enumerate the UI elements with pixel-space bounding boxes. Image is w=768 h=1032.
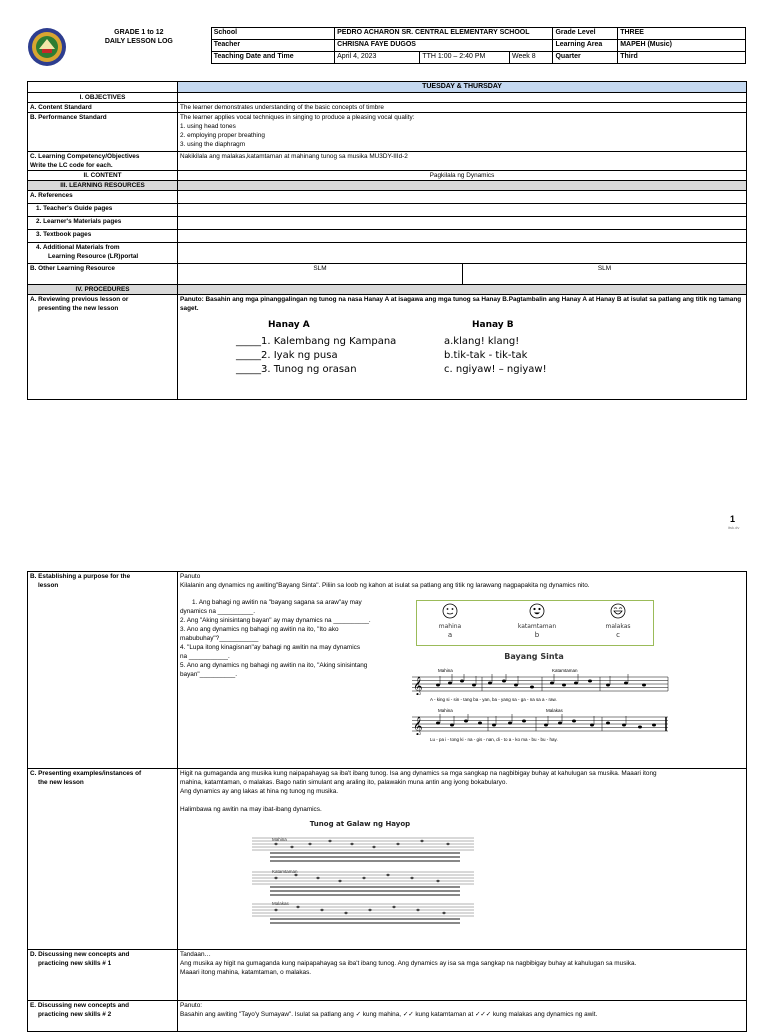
dynamic-mark: Katamtaman — [272, 869, 298, 874]
time-value: TTH 1:00 – 2:40 PM — [420, 52, 510, 64]
face-label: katamtaman — [517, 623, 557, 630]
proc-b-instruction: Kilalanin ang dynamics ng awiting"Bayang Sinta". Piliin sa loob ng kahon at isulat sa patlang ang titik ng larawang nagpapakita ng dynamics nito. — [180, 582, 590, 589]
page-number: 1 — [730, 514, 736, 524]
title-line1: GRADE 1 to 12 — [114, 28, 164, 36]
staff-lyrics: Lu - pa i - tong ki - na - gis - nan, di - to a - ko ma - bu - bu - hay. — [430, 737, 558, 742]
performance-standard-label: B. Performance Standard — [28, 113, 178, 152]
smiley-soft-icon — [442, 603, 458, 619]
quarter-label: Quarter — [553, 52, 618, 64]
hanay-b-list — [444, 335, 547, 377]
competency-label: C. Learning Competency/Objectives — [30, 153, 140, 160]
ref-learners-materials: 2. Learner's Materials pages — [28, 217, 178, 230]
proc-b-label: B. Establishing a purpose for the — [30, 573, 131, 580]
proc-b-instruction-title: Panuto — [180, 573, 201, 580]
question-item: 2. Ang "Aking sinisintang bayan" ay may dynamics na __________. — [180, 617, 371, 624]
dynamic-mark: Mahina — [272, 837, 287, 842]
dynamic-mark: Malakas — [546, 708, 563, 713]
example-sheet-music-icon — [252, 832, 476, 928]
lesson-plan-table — [27, 81, 747, 400]
content-value: Pagkilala ng Dynamics — [178, 171, 747, 181]
proc-e-label-line2: practicing new skills # 2 — [38, 1011, 112, 1018]
content-heading: II. CONTENT — [28, 171, 178, 181]
header-table — [23, 27, 746, 64]
music-staff — [412, 664, 670, 704]
proc-d-text: Ang musika ay higit na gumaganda kung naipapahayag sa iba't ibang tunog. Ang dynamics ay isa sa mga sangkap na nagbibigay buhay at kahulugan sa musika. — [180, 960, 637, 967]
proc-a-instruction: Panuto: Basahin ang mga pinanggalingan ng tunog na nasa Hanay A at isagawa ang mga tunog sa Hanay B.Pagtambalin ang Hanay A at Hanay B at isulat sa patlang ang titik ng tamang saget. — [180, 296, 742, 312]
objectives-heading: I. OBJECTIVES — [28, 93, 178, 103]
proc-a-label-line2: presenting the new lesson — [38, 305, 119, 312]
staff-notes-icon — [412, 713, 670, 735]
ref-teachers-guide: 1. Teacher's Guide pages — [28, 204, 178, 217]
content-standard-value: The learner demonstrates understanding of the basic concepts of timbre — [178, 103, 747, 113]
other-resource-label: B. Other Learning Resource — [28, 264, 178, 285]
question-item: bayan"__________. — [180, 671, 237, 678]
school-label: School — [211, 28, 334, 40]
proc-c-paragraph: mahina, katamtaman, o malakas. Bago natin simulant ang araling ito, palawakin muna antin ang iyong bokabularyo. — [180, 779, 508, 786]
teacher-label: Teacher — [211, 40, 334, 52]
proc-d-label: D. Discussing new concepts and — [30, 951, 130, 958]
hanay-b-item: b.tik-tak - tik-tak — [444, 350, 528, 361]
week-value: Week 8 — [510, 52, 553, 64]
face-option — [507, 603, 567, 640]
question-list — [180, 598, 412, 679]
proc-c-example: Halimbawa ng awitin na may ibat-ibang dynamics. — [180, 806, 322, 813]
dynamic-mark: Mahina — [438, 708, 453, 713]
hanay-b-title: Hanay B — [472, 320, 514, 330]
performance-line: The learner applies vocal techniques in singing to produce a pleasing vocal quality: — [180, 114, 415, 121]
quarter-value: Third — [618, 52, 746, 64]
proc-c-paragraph: Ang dynamics ay ang lakas at hina ng tunog ng musika. — [180, 788, 339, 795]
dynamic-mark: Mahina — [438, 668, 453, 673]
other-resource-value-2: SLM — [463, 264, 747, 285]
procedures-table — [27, 571, 747, 1032]
question-item: 4. "Lupa itong kinagisnan"ay bahagi ng awitin na may dynamics — [180, 644, 361, 651]
hanay-b-item: a.klang! klang! — [444, 336, 520, 347]
proc-b-body — [180, 590, 744, 768]
hanay-b-item: c. ngiyaw! – ngiyaw! — [444, 364, 547, 375]
competency-value: Nakikilala ang malakas,katamtaman at mahinang tunog sa musika MU3DY-IIId-2 — [178, 152, 747, 171]
hanay-a-title: Hanay A — [268, 320, 310, 330]
title-line2: DAILY LESSON LOG — [104, 37, 173, 45]
question-item: mabubuhay"?___________ — [180, 635, 259, 642]
question-item: na ___________. — [180, 653, 230, 660]
proc-e-label: E. Discussing new concepts and — [30, 1002, 130, 1009]
day-header: TUESDAY & THURSDAY — [178, 82, 747, 93]
face-label: mahina — [438, 623, 462, 630]
performance-line: 3. using the diaphragm — [180, 141, 246, 148]
smiley-loud-icon — [610, 603, 626, 619]
proc-b-label-line2: lesson — [38, 582, 59, 589]
date-value: April 4, 2023 — [335, 52, 420, 64]
dynamics-faces-box — [416, 600, 654, 646]
staff-notes-icon — [412, 673, 670, 695]
grade-level-value: THREE — [618, 28, 746, 40]
content-standard-label: A. Content Standard — [28, 103, 178, 113]
school-value: PEDRO ACHARON SR. CENTRAL ELEMENTARY SCHOOL — [335, 28, 553, 40]
procedures-heading: IV. PROCEDURES — [28, 285, 178, 295]
page-mark: itsk.dv — [728, 525, 740, 530]
performance-line: 2. employing proper breathing — [180, 132, 265, 139]
proc-e-text: Basahin ang awiting "Tayo'y Sumayaw". Isulat sa patlang ang ✓ kung mahina, ✓✓ kung katamtaman at ✓✓✓ kung malakas ang dynamics ng awit. — [180, 1011, 598, 1018]
face-letter: c — [616, 631, 620, 639]
svg-text:𝄞: 𝄞 — [413, 676, 423, 695]
matching-activity — [180, 313, 744, 393]
hanay-a-list — [236, 335, 396, 377]
staff-lyrics: A - king si - sin - tang ba - yan, ba - yang sa - ga - na sa a - raw. — [430, 697, 557, 702]
performance-line: 1. using head tones — [180, 123, 236, 130]
dynamic-mark: Malakas — [272, 901, 289, 906]
proc-a-label: A. Reviewing previous lesson or — [30, 296, 129, 303]
teacher-value: CHRISNA FAYE DUGOS — [335, 40, 553, 52]
learning-area-value: MAPEH (Music) — [618, 40, 746, 52]
proc-e-heading: Panuto: — [180, 1002, 203, 1009]
grade-level-label: Grade Level — [553, 28, 618, 40]
other-resource-value-1: SLM — [178, 264, 463, 285]
face-option — [425, 603, 475, 640]
question-item: dynamics na __________. — [180, 608, 255, 615]
hanay-a-item: _____2. Iyak ng pusa — [236, 350, 338, 361]
face-letter: a — [447, 631, 453, 639]
proc-c-label-line2: the new lesson — [38, 779, 84, 786]
proc-c-label: C. Presenting examples/instances of — [30, 770, 142, 777]
proc-d-label-line2: practicing new skills # 1 — [38, 960, 112, 967]
face-letter: b — [534, 631, 540, 639]
ref-additional-line2: Learning Resource (LR)portal — [48, 253, 139, 260]
hanay-a-item: _____1. Kalembang ng Kampana — [236, 336, 397, 347]
question-item: 3. Ano ang dynamics ng bahagi ng awitin na ito, "Ito ako — [180, 626, 339, 633]
song-title: Bayang Sinta — [504, 652, 564, 661]
learning-area-label: Learning Area — [553, 40, 618, 52]
svg-text:𝄞: 𝄞 — [413, 716, 423, 735]
competency-sublabel: Write the LC code for each. — [30, 162, 113, 169]
example-song — [180, 814, 744, 944]
date-label: Teaching Date and Time — [211, 52, 334, 64]
music-staff — [412, 704, 670, 744]
ref-textbook: 3. Textbook pages — [28, 230, 178, 243]
references-label: A. References — [28, 191, 178, 204]
dynamic-mark: Katamtaman — [552, 668, 578, 673]
question-item: 1. Ang bahagi ng awitin na "bayang sagana sa araw"ay may — [192, 599, 362, 606]
face-option — [593, 603, 643, 640]
learning-resources-heading: III. LEARNING RESOURCES — [28, 181, 178, 191]
example-song-title: Tunog at Galaw ng Hayop — [309, 820, 411, 828]
proc-c-paragraph: Higit na gumaganda ang musika kung naipapahayag sa iba't ibang tunog. Isa ang dynamics sa mga sangkap na nagbibigay buhay at kahulugan sa musika. Maaari itong — [180, 770, 657, 777]
question-item: 5. Ano ang dynamics ng bahagi ng awitin na ito, "Aking sinisintang — [180, 662, 368, 669]
smiley-medium-icon — [529, 603, 545, 619]
ref-additional: 4. Additional Materials from — [36, 244, 120, 251]
face-label: malakas — [605, 623, 631, 630]
hanay-a-item: _____3. Tunog ng orasan — [236, 364, 357, 375]
proc-d-text: Maaari itong mahina, katamtaman, o malakas. — [180, 969, 312, 976]
proc-d-heading: Tandaan… — [180, 951, 211, 958]
